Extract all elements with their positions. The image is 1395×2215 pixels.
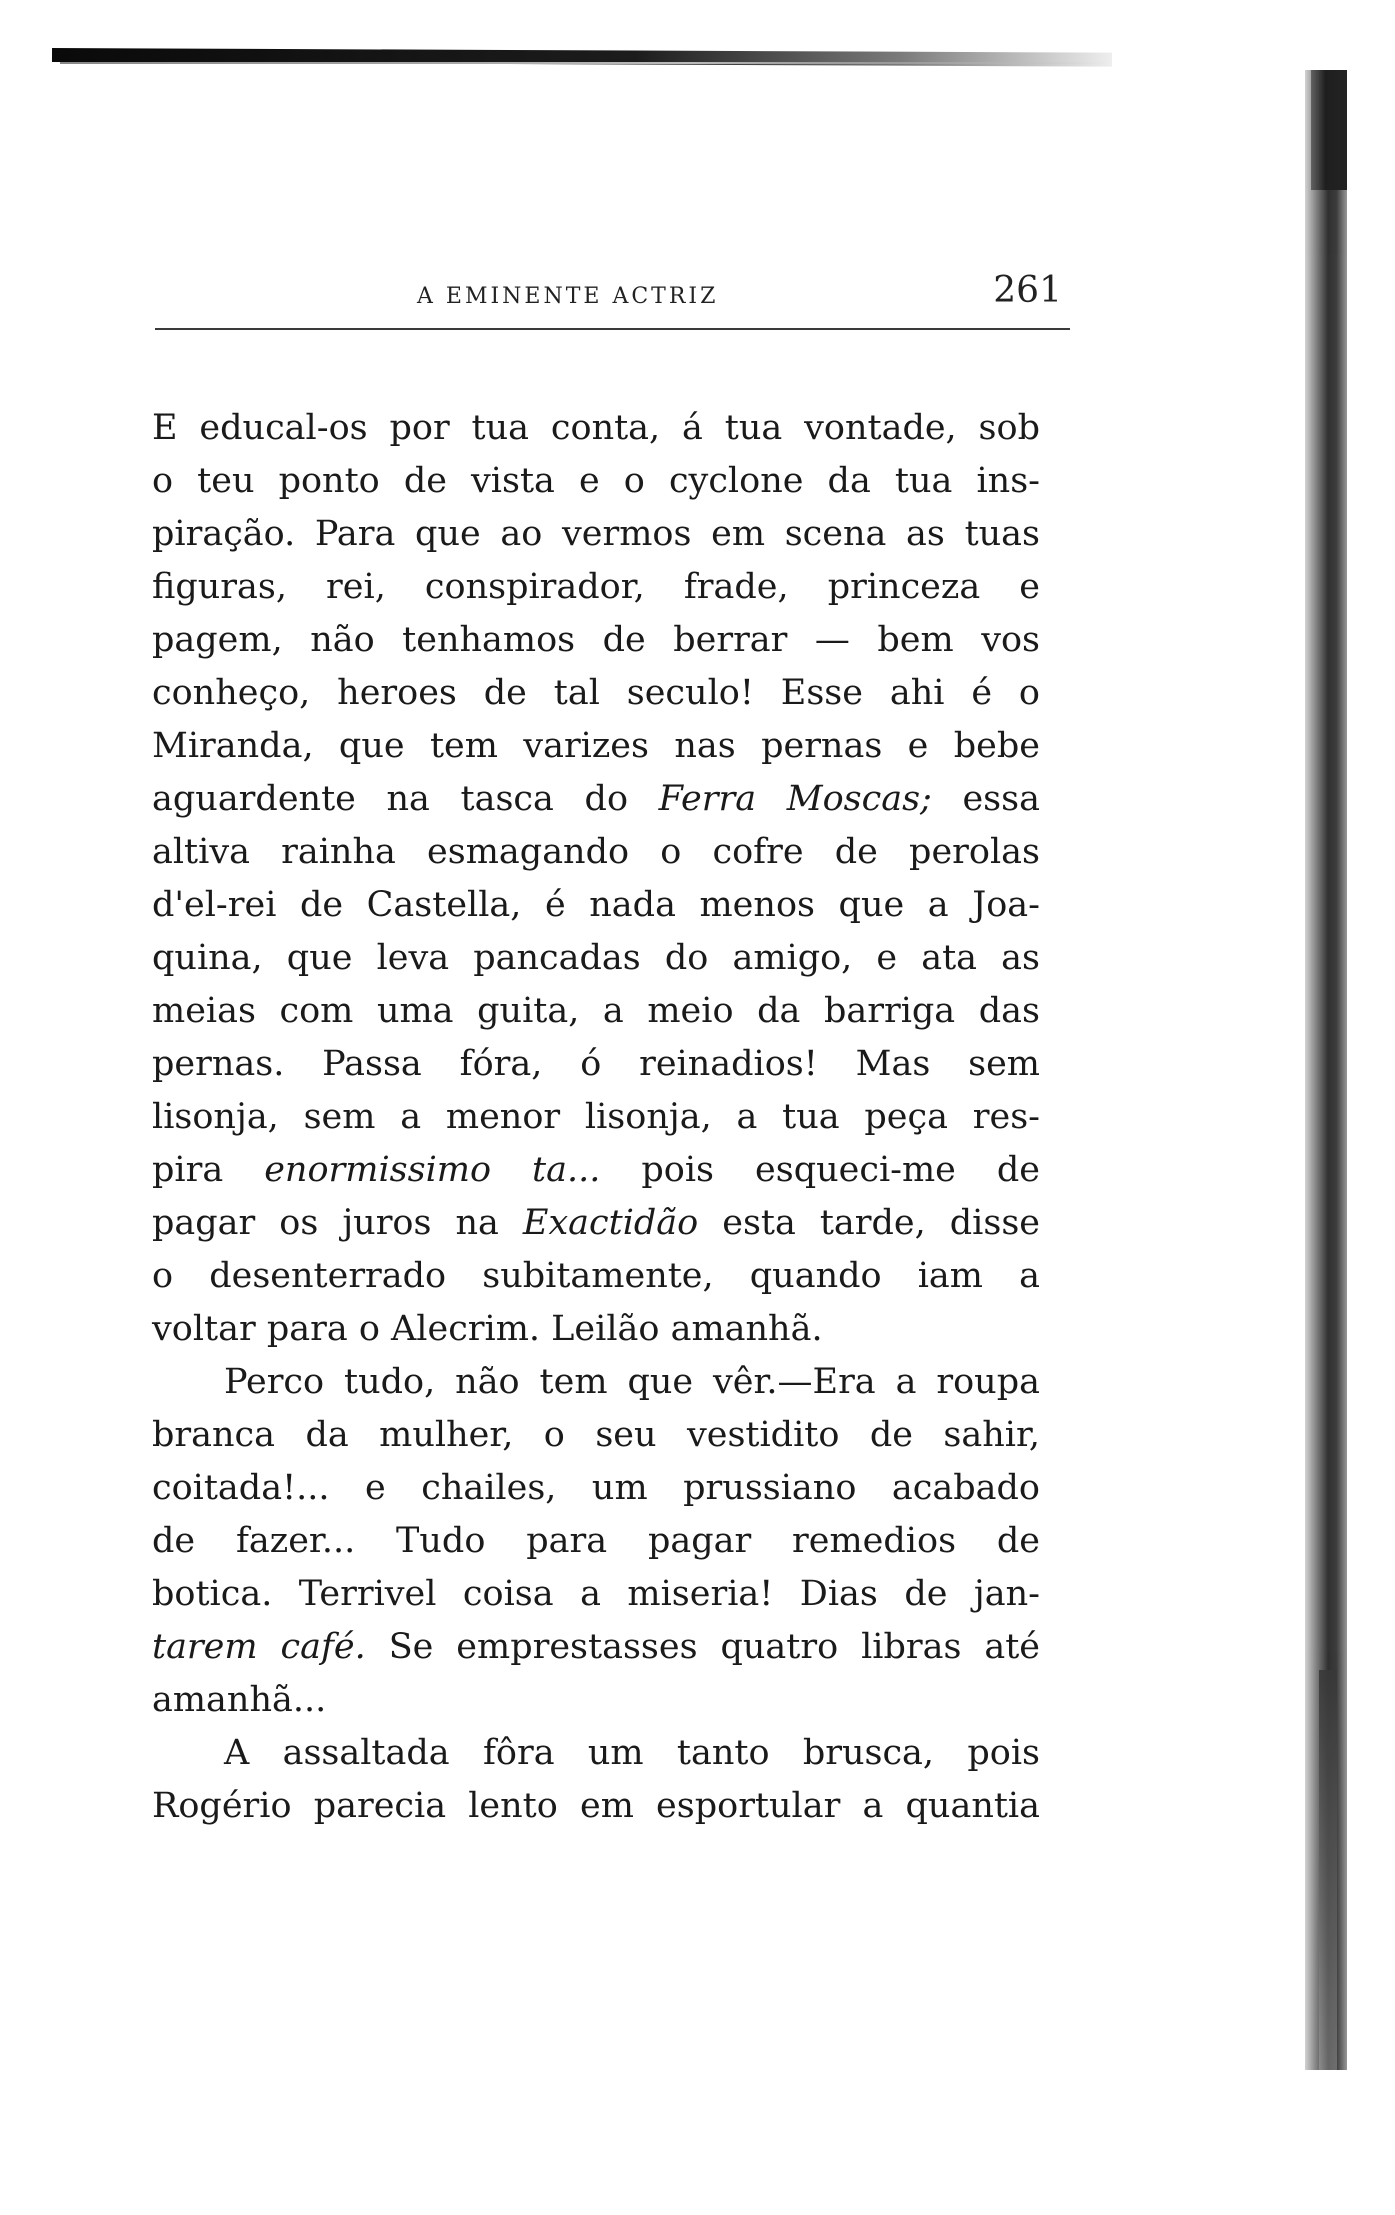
text-line: amanhã... (152, 1680, 327, 1720)
text-line: coitada!... e chailes, um prussiano acabado (152, 1468, 1040, 1508)
text-line: figuras, rei, conspirador, frade, princeza e (152, 567, 1040, 607)
text-line (152, 1197, 1040, 1250)
text-line: piração. Para que ao vermos em scena as tuas (152, 514, 1040, 554)
text-line: branca da mulher, o seu vestidito de sahir, (152, 1415, 1040, 1455)
scan-binding-edge (1305, 70, 1347, 2070)
text-line: pernas. Passa fóra, ó reinadios! Mas sem (152, 1044, 1040, 1084)
text-line: A assaltada fôra um tanto brusca, pois (224, 1733, 1040, 1773)
running-header (155, 270, 1070, 330)
text-line: voltar para o Alecrim. Leilão amanhã. (152, 1309, 823, 1349)
text-line: Miranda, que tem varizes nas pernas e bebe (152, 726, 1040, 766)
text-line: lisonja, sem a menor lisonja, a tua peça res- (152, 1097, 1040, 1137)
italic-title: Ferra Moscas; (658, 779, 932, 819)
text-segment: Se emprestasses quatro libras até (365, 1627, 1041, 1667)
text-line: pagem, não tenhamos de berrar — bem vos (152, 620, 1040, 660)
page-number: 261 (993, 270, 1062, 311)
text-line (152, 1144, 1040, 1197)
text-segment: pira (152, 1150, 265, 1190)
text-segment: esta tarde, disse (698, 1203, 1041, 1243)
text-line: meias com uma guita, a meio da barriga das (152, 991, 1040, 1031)
text-line: E educal-os por tua conta, á tua vontade, sob (152, 408, 1040, 448)
italic-phrase: enormissimo ta... (264, 1150, 601, 1190)
text-line: conheço, heroes de tal seculo! Esse ahi é o (152, 673, 1040, 713)
text-line (152, 1621, 1040, 1674)
text-line: botica. Terrivel coisa a miseria! Dias de jan- (152, 1574, 1040, 1614)
header-rule (155, 328, 1070, 330)
text-segment: aguardente na tasca do (152, 779, 659, 819)
text-segment: pagar os juros na (152, 1203, 523, 1243)
text-line: o teu ponto de vista e o cyclone da tua ins- (152, 461, 1040, 501)
text-line (152, 773, 1040, 826)
italic-phrase: tarem café. (152, 1627, 366, 1667)
text-line: de fazer... Tudo para pagar remedios de (152, 1521, 1040, 1561)
text-line: Perco tudo, não tem que vêr.—Era a roupa (224, 1362, 1040, 1402)
text-line: altiva rainha esmagando o cofre de perolas (152, 832, 1040, 872)
scan-shadow-top-thin (60, 62, 1110, 64)
text-line: Rogério parecia lento em esportular a quantia (152, 1786, 1040, 1826)
text-segment: pois esqueci-me de (600, 1150, 1041, 1190)
running-header-title: A EMINENTE ACTRIZ (417, 284, 719, 309)
text-line: o desenterrado subitamente, quando iam a (152, 1256, 1040, 1296)
text-line: d'el-rei de Castella, é nada menos que a Joa- (152, 885, 1040, 925)
italic-title: Exactidão (522, 1203, 699, 1243)
text-line: quina, que leva pancadas do amigo, e ata as (152, 938, 1040, 978)
text-segment: essa (931, 779, 1040, 819)
body-text (152, 402, 1040, 1833)
